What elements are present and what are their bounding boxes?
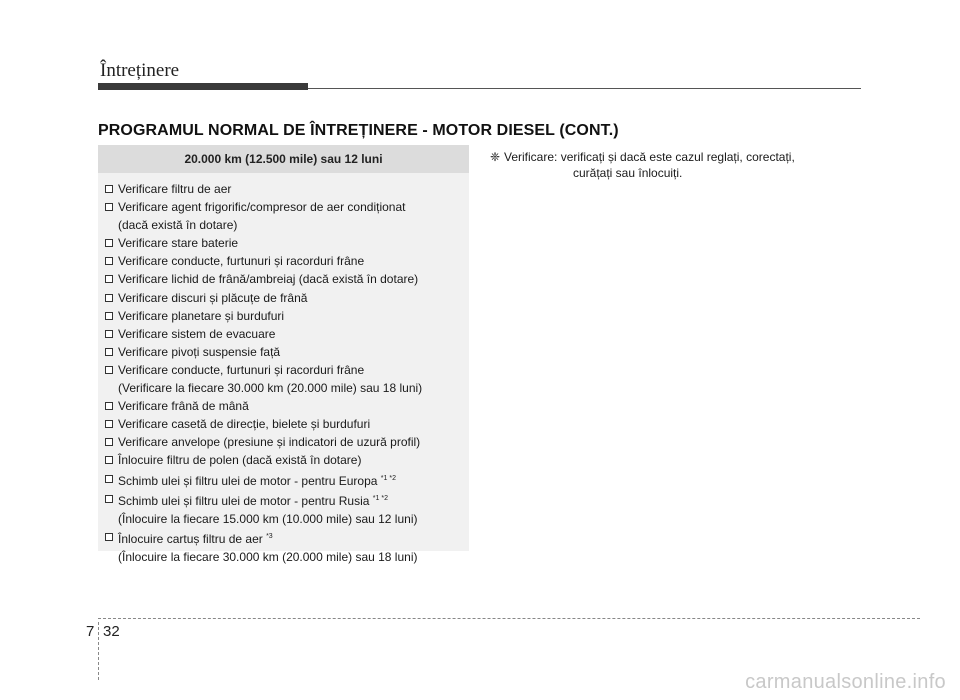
checklist-item-text: Înlocuire filtru de polen (dacă există în dotare) [118,453,362,468]
checklist-item-text: Verificare casetă de direcție, bielete și burdufuri [118,417,371,432]
checklist-item [105,252,469,270]
footer-section-number: 7 [86,623,95,640]
checkbox-icon [105,420,113,428]
checkbox-icon [105,275,113,283]
header-bar-thin [308,88,861,89]
checklist-item-text: Verificare planetare și burdufuri [118,308,285,323]
footer-vertical-divider [98,622,99,680]
checklist-item [105,415,469,433]
note-line-2: curățați sau înlocuiți. [573,166,683,180]
watermark: carmanualsonline.info [745,671,946,693]
checkbox-icon [105,438,113,446]
checklist-item-text: Schimb ulei și filtru ulei de motor - pentru Europa [118,473,378,488]
checkbox-icon [105,533,113,541]
checklist-item-detail: (Verificare la fiecare 30.000 km (20.000 mile) sau 18 luni) [118,381,423,396]
header-bar-thick [98,83,308,90]
checkbox-icon [105,475,113,483]
chapter-title: Întreținere [100,60,180,81]
checklist-item [105,528,469,566]
checklist-item-text: Verificare anvelope (presiune și indicatori de uzură profil) [118,435,421,450]
section-title: PROGRAMUL NORMAL DE ÎNTREȚINERE - MOTOR DIESEL (CONT.) [98,122,619,139]
checklist-item [105,343,469,361]
checklist-item-text: Verificare sistem de evacuare [118,326,276,341]
checklist-item [105,180,469,198]
footer-page-number: 32 [103,623,120,640]
checkbox-icon [105,402,113,410]
checklist-item-text: Verificare lichid de frână/ambreiaj (dacă există în dotare) [118,272,419,287]
footnote-marker: *3 [266,532,273,540]
checklist-item [105,307,469,325]
checklist-item [105,234,469,252]
checkbox-icon [105,330,113,338]
checklist-item [105,361,469,397]
checkbox-icon [105,294,113,302]
checkbox-icon [105,495,113,503]
checklist-item [105,270,469,288]
checklist-item-detail: (Înlocuire la fiecare 15.000 km (10.000 mile) sau 12 luni) [118,511,418,526]
checkbox-icon [105,348,113,356]
footnote-marker: *1 *2 [380,474,396,482]
checklist-item [105,433,469,451]
checklist-item [105,397,469,415]
checkbox-icon [105,366,113,374]
checklist-item [105,451,469,469]
checklist-item-text: Verificare conducte, furtunuri și racorduri frâne [118,362,365,377]
checklist-item-text: Verificare conducte, furtunuri și racorduri frâne [118,254,365,269]
checklist-item-text: Verificare pivoți suspensie față [118,344,281,359]
panel-heading: 20.000 km (12.500 mile) sau 12 luni [98,145,469,173]
checklist [98,173,469,566]
checkbox-icon [105,456,113,464]
footer-divider [98,618,920,619]
checkbox-icon [105,257,113,265]
checklist-item [105,470,469,490]
checkbox-icon [105,312,113,320]
checklist-item-text: Verificare filtru de aer [118,182,232,196]
checklist-item-detail: (Înlocuire la fiecare 30.000 km (20.000 mile) sau 18 luni) [118,549,418,564]
checklist-item [105,325,469,343]
checklist-item [105,198,469,234]
checkbox-icon [105,203,113,211]
checklist-item-text: Schimb ulei și filtru ulei de motor - pentru Rusia [118,493,370,508]
checklist-item-text: Verificare stare baterie [118,236,239,251]
maintenance-panel [98,145,469,564]
checklist-item [105,289,469,307]
checklist-item-text: Înlocuire cartuș filtru de aer [118,531,263,546]
checklist-item-text: Verificare agent frigorific/compresor de aer condiționat [118,200,406,215]
checklist-item-detail: (dacă există în dotare) [118,218,238,233]
note-line-1: Verificare: verificați și dacă este cazul reglați, corectați, [504,150,795,164]
checkbox-icon [105,185,113,193]
checkbox-icon [105,239,113,247]
checklist-item-text: Verificare discuri și plăcuțe de frână [118,290,308,305]
checklist-item-text: Verificare frână de mână [118,399,249,414]
checklist-item [105,490,469,528]
note-symbol-icon: ❈ [490,150,501,164]
footnote-marker: *1 *2 [372,494,388,502]
note [490,149,795,181]
